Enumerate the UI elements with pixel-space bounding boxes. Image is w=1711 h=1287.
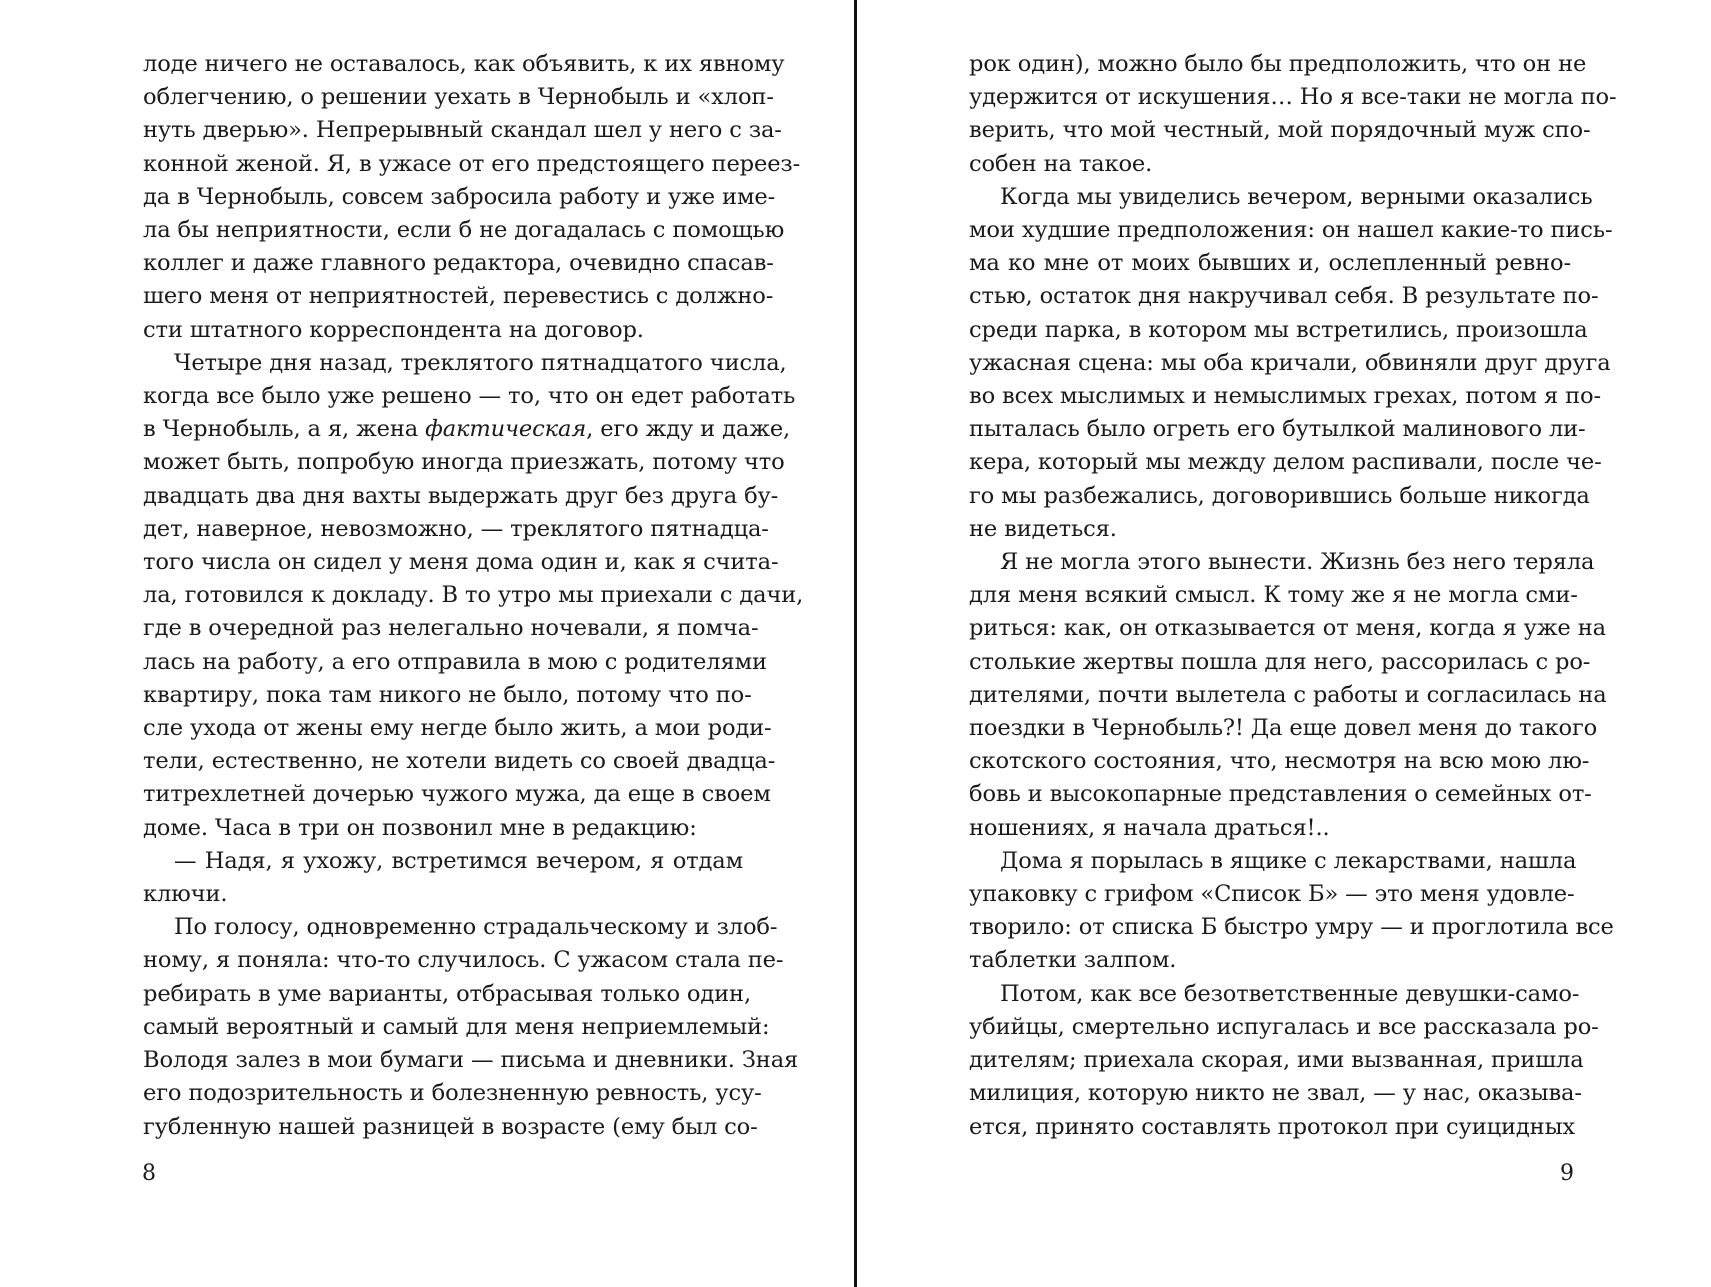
text-line: Дома я порылась в ящике с лекарствами, нашла <box>1000 847 1577 874</box>
text-line: верить, что мой честный, мой порядочный муж спо- <box>969 117 1591 144</box>
text-line: Четыре дня назад, треклятого пятнадцатого числа, <box>174 349 787 376</box>
text-line: дителям; приехала скорая, ими вызванная, пришла <box>969 1047 1584 1074</box>
text-line: Когда мы увиделись вечером, верными оказались <box>1000 183 1593 210</box>
text-line: лась на работу, а его отправила в мою с родителями <box>143 648 767 675</box>
text-line: ребирать в уме варианты, отбрасывая только один, <box>143 980 751 1007</box>
text-line: сти штатного корреспондента на договор. <box>143 316 644 343</box>
emphasized-word: фактическая <box>425 416 587 443</box>
text-line: ма ко мне от моих бывших и, ослепленный ревно- <box>969 250 1571 277</box>
text-line: губленную нашей разницей в возрасте (ему был со- <box>143 1113 758 1140</box>
text-line: дителями, почти вылетела с работы и согласилась на <box>969 681 1607 708</box>
text-line: лоде ничего не оставалось, как объявить, к их явному <box>143 51 785 77</box>
text-line: самый вероятный и самый для меня неприемлемый: <box>143 1013 770 1040</box>
right-page-text <box>969 48 1617 1144</box>
text-line: нуть дверью». Непрерывный скандал шел у него с за- <box>143 117 782 144</box>
text-line: го мы разбежались, договорившись больше никогда <box>969 482 1590 509</box>
text-line: шего меня от неприятностей, перевестись с должно- <box>143 283 774 310</box>
text-line: столькие жертвы пошла для него, рассорилась с ро- <box>969 648 1591 675</box>
text-line: ла бы неприятности, если б не догадалась с помощью <box>143 217 785 244</box>
book-spine-divider <box>854 0 857 1287</box>
text-line: его подозрительность и болезненную ревность, усу- <box>143 1080 762 1107</box>
text-line: собен на такое. <box>969 150 1153 177</box>
text-line: где в очередной раз нелегально ночевали, я помча- <box>143 615 759 642</box>
text-line: да в Чернобыль, совсем забросила работу и уже име- <box>143 183 776 210</box>
text-line: бовь и высокопарные представления о семейных от- <box>969 781 1592 808</box>
text-line: конной женой. Я, в ужасе от его предстоящего переез- <box>143 150 801 177</box>
text-line: Потом, как все безответственные девушки-само- <box>1000 980 1580 1007</box>
text-line: во всех мыслимых и немыслимых грехах, потом я по- <box>969 383 1601 410</box>
text-line: пыталась было огреть его бутылкой малинового ли- <box>969 416 1586 443</box>
text-line: в Чернобыль, а я, жена фактическая, его жду и даже, <box>143 416 791 443</box>
text-line: ключи. <box>143 881 228 908</box>
text-line: рок один), можно было бы предположить, что он не <box>969 51 1587 77</box>
text-line: Володя залез в мои бумаги — письма и дневники. Зная <box>143 1047 799 1074</box>
text-line: коллег и даже главного редактора, очевидно спасав- <box>143 250 774 277</box>
text-line: доме. Часа в три он позвонил мне в редакцию: <box>143 814 697 841</box>
text-line: мои худшие предположения: он нашел какие-то пись- <box>969 217 1613 244</box>
text-line: ному, я поняла: что-то случилось. С ужасом стала пе- <box>143 947 784 974</box>
text-line: таблетки залпом. <box>969 947 1177 974</box>
text-line: тели, естественно, не хотели видеть со своей двадца- <box>143 748 776 775</box>
text-line: поездки в Чернобыль?! Да еще довел меня до такого <box>969 715 1598 742</box>
left-page-number: 8 <box>142 1161 156 1186</box>
left-page <box>0 0 855 1287</box>
text-line: ла, готовился к докладу. В то утро мы приехали с дачи, <box>143 582 804 609</box>
text-line: убийцы, смертельно испугалась и все рассказала ро- <box>969 1013 1599 1040</box>
text-line: двадцать два дня вахты выдержать друг без друга бу- <box>143 482 779 509</box>
text-line: кера, который мы между делом распивали, после че- <box>969 449 1602 476</box>
text-line: облегчению, о решении уехать в Чернобыль и «хлоп- <box>143 84 774 111</box>
text-line: — Надя, я ухожу, встретимся вечером, я отдам <box>174 847 743 874</box>
text-line: По голосу, одновременно страдальческому и злоб- <box>174 914 778 941</box>
text-line: ужасная сцена: мы оба кричали, обвиняли друг друга <box>969 349 1611 376</box>
right-page <box>858 0 1711 1287</box>
text-line: квартиру, пока там никого не было, потому что по- <box>143 681 752 708</box>
text-line: не видеться. <box>969 515 1117 542</box>
text-line: риться: как, он отказывается от меня, когда я уже на <box>969 615 1606 642</box>
text-line: когда все было уже решено — то, что он едет работать <box>143 383 796 410</box>
text-line: ется, принято составлять протокол при суицидных <box>969 1113 1575 1140</box>
text-line: для меня всякий смысл. К тому же я не могла сми- <box>969 582 1578 609</box>
text-line: упаковку с грифом «Список Б» — это меня удовле- <box>969 881 1575 908</box>
right-page-number: 9 <box>1560 1161 1574 1186</box>
text-line: может быть, попробую иногда приезжать, потому что <box>143 449 785 476</box>
text-line: среди парка, в котором мы встретились, произошла <box>969 316 1588 343</box>
text-line: удержится от искушения… Но я все-таки не могла по- <box>969 84 1617 111</box>
text-line: того числа он сидел у меня дома один и, как я счита- <box>143 549 779 576</box>
left-page-text <box>143 48 804 1144</box>
text-line: скотского состояния, что, несмотря на всю мою лю- <box>969 748 1590 775</box>
text-line: дет, наверное, невозможно, — треклятого пятнадца- <box>143 515 769 542</box>
text-line: творило: от списка Б быстро умру — и проглотила все <box>969 914 1614 941</box>
text-line: титрехлетней дочерью чужого мужа, да еще в своем <box>143 781 771 808</box>
text-line: сле ухода от жены ему негде было жить, а мои роди- <box>143 715 772 742</box>
text-line: Я не могла этого вынести. Жизнь без него теряла <box>1000 549 1595 576</box>
text-line: милиция, которую никто не звал, — у нас, оказыва- <box>969 1080 1582 1107</box>
text-line: стью, остаток дня накручивал себя. В результате по- <box>969 283 1599 310</box>
text-line: ношениях, я начала драться!.. <box>969 814 1330 841</box>
